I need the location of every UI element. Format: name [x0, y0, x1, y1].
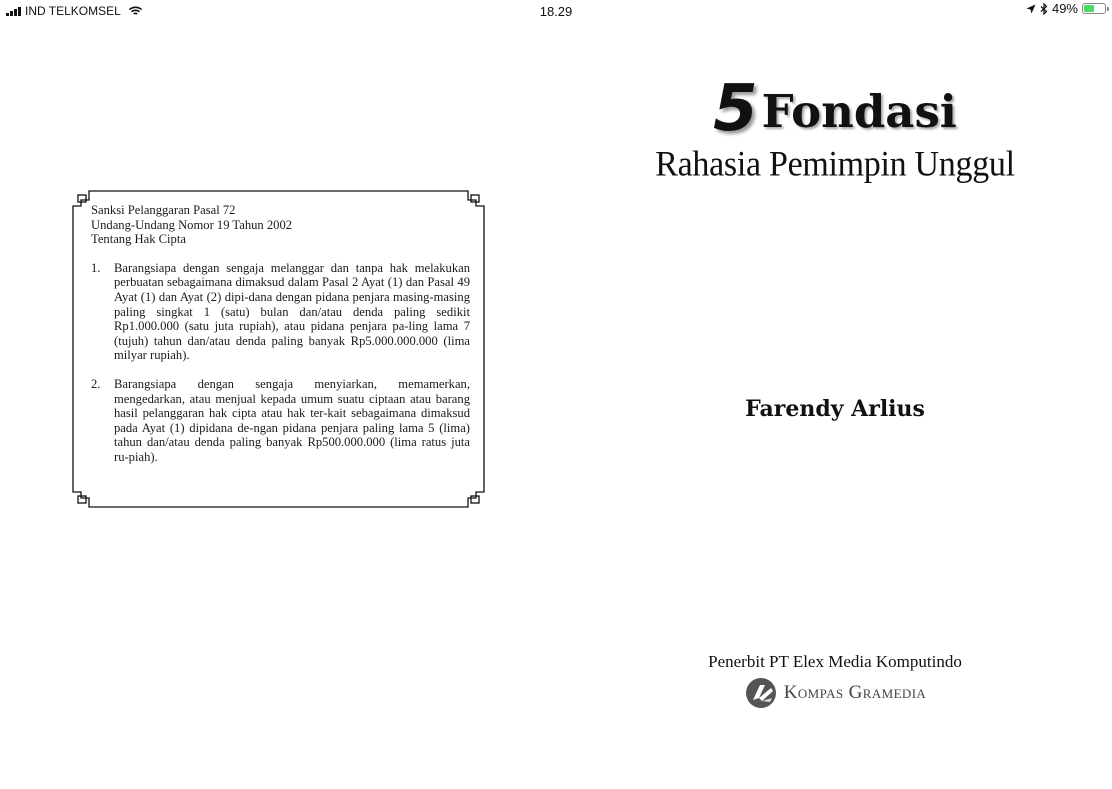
battery-fill: [1084, 5, 1094, 12]
book-subtitle: Rahasia Pemimpin Unggul: [655, 145, 1015, 184]
status-bar-right: [1026, 1, 1106, 16]
sanction-item: [91, 261, 470, 363]
battery-percent: 49%: [1051, 1, 1078, 16]
bluetooth-icon: [1040, 3, 1048, 15]
battery-icon: [1082, 3, 1106, 14]
sanction-heading-line-2: Undang-Undang Nomor 19 Tahun 2002: [91, 217, 293, 232]
sanction-item-number: 2.: [91, 376, 101, 391]
author-name: Farendy Arlius: [745, 396, 925, 422]
book-title: [620, 74, 1050, 144]
sanction-heading-line-1: Sanksi Pelanggaran Pasal 72: [91, 203, 236, 217]
carrier-name: IND TELKOMSEL: [25, 4, 121, 18]
publisher-logo: [620, 676, 1050, 710]
publisher-name: Penerbit PT Elex Media Komputindo: [708, 652, 962, 671]
sanction-heading-line-3: Tentang Hak Cipta: [91, 232, 186, 247]
sanction-text: [91, 203, 470, 479]
sanction-item-number: 1.: [91, 260, 101, 275]
book-title-block: [620, 74, 1050, 184]
title-word: Fondasi: [761, 85, 957, 138]
title-number: 5: [713, 72, 758, 146]
kompas-gramedia-logo-icon: [744, 676, 778, 710]
sanction-item-text: Barangsiapa dengan sengaja menyiarkan, memamerkan, mengedarkan, atau menjual kepada umum suatu ciptaan atau barang hasil pelanggaran hak cipta atau hak ter-kait sebagaimana dimaksud pada Ayat (1) dipidana de-ngan pidana penjara paling lama 5 (lima) tahun dan/atau denda paling banyak Rp500.000.000 (lima ratus juta ru-piah).: [114, 376, 470, 464]
status-bar: [0, 0, 1112, 22]
sanction-item: [91, 377, 470, 465]
sanction-item-text: Barangsiapa dengan sengaja melanggar dan tanpa hak melakukan perbuatan sebagaimana dimaksud dalam Pasal 2 Ayat (1) dan Pasal 49 Ayat (1) dan Ayat (2) dipi-dana dengan pidana penjara masing-masing paling singkat 1 (satu) bulan dan/atau denda paling sedikit Rp1.000.000 (satu juta rupiah), atau pidana penjara pa-ling lama 7 (tujuh) tahun dan/atau denda paling banyak Rp5.000.000.000 (lima milyar rupiah).: [114, 260, 470, 363]
sanction-list: [91, 261, 470, 465]
copyright-sanction-box: [72, 190, 485, 508]
kompas-gramedia-text: Kompas Gramedia: [783, 682, 927, 703]
location-arrow-icon: [1026, 4, 1036, 14]
clock: 18.29: [539, 4, 573, 19]
